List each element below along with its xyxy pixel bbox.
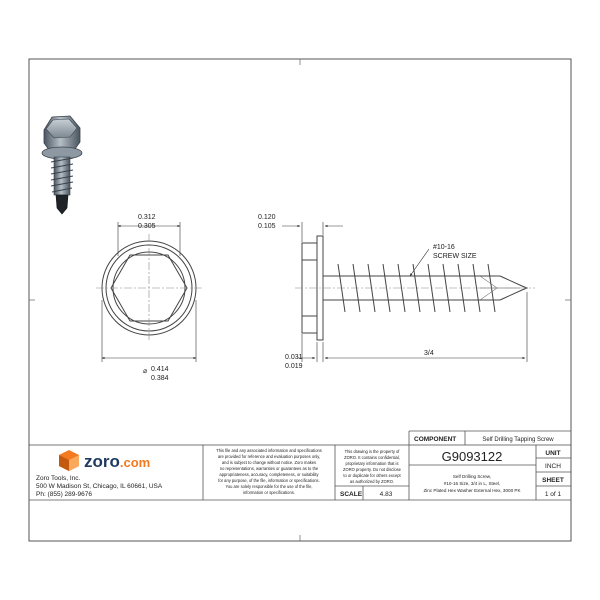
disclaimer-text [216, 448, 322, 495]
svg-text:and is subject to change witho: and is subject to change without notice. Zoro makes [221, 460, 317, 465]
front-dim-top-min: 0.305 [138, 223, 156, 230]
component-value: Self Drilling Tapping Screw [482, 437, 554, 443]
svg-text:as authorized by ZORO.: as authorized by ZORO. [349, 479, 395, 484]
svg-text:#10-16 Size, 3/4 in L, Steel,: #10-16 Size, 3/4 in L, Steel, [443, 481, 501, 486]
svg-text:for any purpose, of the file,: for any purpose, of the file, information or specifications. [218, 478, 320, 483]
svg-text:ZORO property. Do not disclose: ZORO property. Do not disclose [343, 467, 401, 472]
unit-label: UNIT [545, 450, 561, 457]
part-number: G9093122 [441, 449, 503, 464]
svg-text:to or duplicate for others exc: to or duplicate for others except [343, 473, 401, 478]
unit-value: INCH [545, 463, 561, 470]
scale-label: SCALE [340, 491, 363, 498]
svg-text:ZORO. It contains confidential: ZORO. It contains confidential, [344, 455, 400, 460]
sheet-value: 1 of 1 [544, 491, 562, 498]
side-dim-head-max: 0.120 [258, 214, 276, 221]
part-description [423, 474, 521, 493]
front-dim-top-max: 0.312 [138, 214, 156, 221]
zoro-logo [59, 450, 150, 471]
svg-text:You are solely responsible for: You are solely responsible for the use of the file, [225, 484, 313, 489]
screw-3d-render [42, 116, 82, 214]
company-phone: Ph: (855) 289-9676 [36, 491, 93, 498]
company-address: 500 W Madison St, Chicago, IL 60661, USA [36, 483, 163, 490]
scale-value: 4.83 [379, 491, 393, 498]
company-name: Zoro Tools, Inc. [36, 475, 81, 482]
front-dim-dia-min: 0.384 [151, 375, 169, 382]
svg-text:information or specifications.: information or specifications. [243, 490, 295, 495]
diameter-symbol: ⌀ [143, 368, 148, 375]
front-view [96, 234, 202, 342]
front-dim-dia-max: 0.414 [151, 366, 169, 373]
svg-text:Self Drilling Screw,: Self Drilling Screw, [452, 474, 492, 479]
side-dim-head-min: 0.105 [258, 223, 276, 230]
side-view-dimensions [282, 222, 527, 362]
svg-text:no representations, warranties: no representations, warranties or guarantees as to the [219, 466, 319, 471]
side-dim-washer-max: 0.031 [285, 354, 303, 361]
brand-name: zoro.com [84, 452, 151, 471]
svg-text:This drawing is the property o: This drawing is the property of [344, 449, 400, 454]
side-dim-length: 3/4 [424, 350, 434, 357]
screw-size-note-line1: #10-16 [433, 244, 455, 251]
svg-text:This file and any associated i: This file and any associated information and specifications [216, 448, 322, 453]
side-dim-washer-min: 0.019 [285, 363, 303, 370]
sheet-label: SHEET [542, 477, 564, 484]
svg-text:appropriateness, accuracy, com: appropriateness, accuracy, completeness, or suitability [219, 472, 319, 477]
svg-text:are provided for reference and: are provided for reference and evaluation purposes only, [217, 454, 321, 459]
svg-text:proprietary information that i: proprietary information that is [345, 461, 399, 466]
svg-text:Zinc Plated Hex Washer Externa: Zinc Plated Hex Washer External Hex, 3000 PK [423, 488, 521, 493]
component-label: COMPONENT [414, 436, 457, 443]
screw-size-note-line2: SCREW SIZE [433, 253, 477, 260]
property-note [343, 449, 402, 484]
